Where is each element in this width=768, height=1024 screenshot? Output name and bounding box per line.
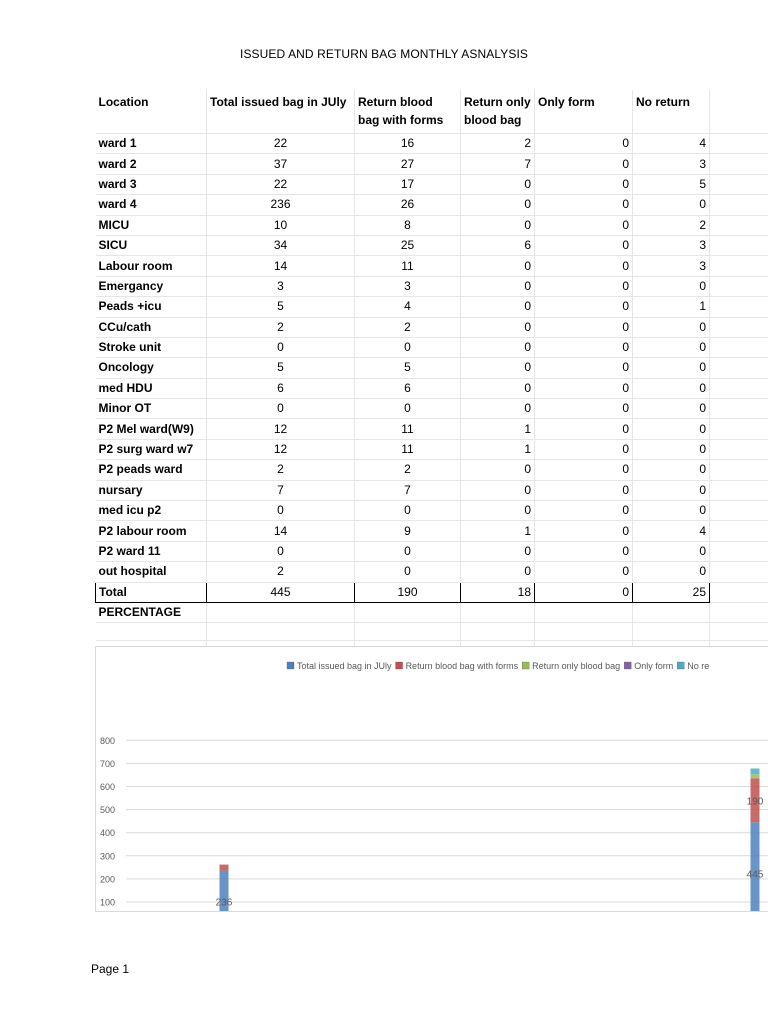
cell-only-form[interactable]: 0: [535, 276, 633, 296]
total-only-bag[interactable]: 18: [461, 582, 535, 602]
cell-location[interactable]: Stroke unit: [96, 337, 207, 357]
cell-issued[interactable]: 7: [207, 480, 355, 500]
cell-location[interactable]: out hospital: [96, 562, 207, 582]
cell-only-form[interactable]: 0: [535, 256, 633, 276]
bar-segment: [751, 768, 760, 774]
cell-location[interactable]: MICU: [96, 215, 207, 235]
cell-with-forms[interactable]: 5: [355, 358, 461, 378]
cell-location[interactable]: Peads +icu: [96, 297, 207, 317]
empty-cell[interactable]: [207, 602, 355, 622]
cell-with-forms[interactable]: 16: [355, 134, 461, 154]
cell-location[interactable]: nursary: [96, 480, 207, 500]
empty-cell[interactable]: [461, 602, 535, 622]
cell-location[interactable]: ward 3: [96, 174, 207, 194]
y-tick-label: 600: [100, 782, 116, 792]
table-row: [96, 337, 768, 357]
header-row: [96, 90, 768, 134]
cell-issued[interactable]: 10: [207, 215, 355, 235]
table-row: [96, 419, 768, 439]
cell-no-return[interactable]: 0: [633, 480, 710, 500]
cell-location[interactable]: ward 2: [96, 154, 207, 174]
table-row: [96, 154, 768, 174]
cell-only-form[interactable]: 0: [535, 521, 633, 541]
legend-swatch: [396, 662, 403, 669]
empty-cell[interactable]: [633, 623, 710, 641]
cell-issued[interactable]: 2: [207, 460, 355, 480]
cell-only-bag[interactable]: 0: [461, 276, 535, 296]
blank-row: [96, 623, 768, 641]
cell-with-forms[interactable]: 0: [355, 501, 461, 521]
cell-issued[interactable]: 2: [207, 562, 355, 582]
empty-cell[interactable]: [355, 623, 461, 641]
cell-location[interactable]: P2 surg ward w7: [96, 439, 207, 459]
header-only-bag[interactable]: Return only blood bag: [461, 90, 535, 134]
table-row: [96, 480, 768, 500]
cell-no-return[interactable]: 0: [633, 439, 710, 459]
cell-no-return[interactable]: 3: [633, 256, 710, 276]
header-only-form[interactable]: Only form: [535, 90, 633, 134]
cell-with-forms[interactable]: 11: [355, 419, 461, 439]
table-row: [96, 276, 768, 296]
cell-only-bag[interactable]: 0: [461, 174, 535, 194]
cell-location[interactable]: Labour room: [96, 256, 207, 276]
cell-with-forms[interactable]: 0: [355, 562, 461, 582]
table-row: [96, 297, 768, 317]
empty-cell[interactable]: [710, 337, 768, 357]
total-issued[interactable]: 445: [207, 582, 355, 602]
cell-no-return[interactable]: 5: [633, 174, 710, 194]
legend-label: No re: [687, 661, 710, 671]
empty-cell[interactable]: [710, 317, 768, 337]
empty-cell[interactable]: [535, 623, 633, 641]
cell-only-form[interactable]: 0: [535, 562, 633, 582]
cell-issued[interactable]: 12: [207, 439, 355, 459]
cell-only-form[interactable]: 0: [535, 235, 633, 255]
cell-only-form[interactable]: 0: [535, 399, 633, 419]
cell-only-bag[interactable]: 6: [461, 235, 535, 255]
cell-no-return[interactable]: 0: [633, 276, 710, 296]
cell-only-form[interactable]: 0: [535, 541, 633, 561]
cell-with-forms[interactable]: 11: [355, 256, 461, 276]
cell-only-bag[interactable]: 0: [461, 501, 535, 521]
cell-with-forms[interactable]: 11: [355, 439, 461, 459]
cell-only-bag[interactable]: 0: [461, 460, 535, 480]
cell-issued[interactable]: 0: [207, 337, 355, 357]
empty-cell[interactable]: [710, 602, 768, 622]
cell-location[interactable]: SICU: [96, 235, 207, 255]
cell-location[interactable]: Minor OT: [96, 399, 207, 419]
cell-only-form[interactable]: 0: [535, 134, 633, 154]
cell-only-form[interactable]: 0: [535, 358, 633, 378]
cell-no-return[interactable]: 0: [633, 378, 710, 398]
total-with-forms[interactable]: 190: [355, 582, 461, 602]
table-row: [96, 215, 768, 235]
cell-only-form[interactable]: 0: [535, 174, 633, 194]
cell-only-bag[interactable]: 0: [461, 256, 535, 276]
table-row: [96, 235, 768, 255]
cell-issued[interactable]: 22: [207, 174, 355, 194]
cell-only-bag[interactable]: 0: [461, 337, 535, 357]
cell-issued[interactable]: 5: [207, 358, 355, 378]
cell-location[interactable]: P2 peads ward: [96, 460, 207, 480]
cell-issued[interactable]: 37: [207, 154, 355, 174]
cell-only-form[interactable]: 0: [535, 460, 633, 480]
empty-cell[interactable]: [710, 297, 768, 317]
cell-only-form[interactable]: 0: [535, 378, 633, 398]
cell-no-return[interactable]: 0: [633, 562, 710, 582]
cell-issued[interactable]: 3: [207, 276, 355, 296]
empty-cell[interactable]: [710, 521, 768, 541]
legend-swatch: [677, 662, 684, 669]
y-tick-label: 700: [100, 758, 116, 769]
header-with-forms[interactable]: Return blood bag with forms: [355, 90, 461, 134]
cell-only-bag[interactable]: 0: [461, 541, 535, 561]
y-tick-label: 200: [100, 874, 116, 885]
cell-only-form[interactable]: 0: [535, 480, 633, 500]
table-row: [96, 460, 768, 480]
cell-no-return[interactable]: 0: [633, 541, 710, 561]
legend-label: Total issued bag in JUly: [297, 661, 392, 671]
table-row: [96, 378, 768, 398]
empty-cell[interactable]: [633, 602, 710, 622]
empty-cell[interactable]: [710, 154, 768, 174]
cell-with-forms[interactable]: 9: [355, 521, 461, 541]
cell-with-forms[interactable]: 3: [355, 276, 461, 296]
empty-cell[interactable]: [710, 174, 768, 194]
empty-cell[interactable]: [96, 623, 207, 641]
cell-issued[interactable]: 34: [207, 235, 355, 255]
y-tick-label: 400: [100, 828, 116, 839]
table-row: [96, 541, 768, 561]
cell-only-bag[interactable]: 0: [461, 399, 535, 419]
total-row: [96, 582, 768, 602]
page-number: Page 1: [91, 962, 130, 976]
empty-cell[interactable]: [355, 602, 461, 622]
cell-issued[interactable]: 14: [207, 521, 355, 541]
cell-location[interactable]: med icu p2: [96, 501, 207, 521]
cell-issued[interactable]: 12: [207, 419, 355, 439]
cell-only-form[interactable]: 0: [535, 154, 633, 174]
empty-cell[interactable]: [710, 90, 768, 134]
data-label: 236: [215, 897, 233, 909]
legend-swatch: [287, 662, 294, 669]
legend-swatch: [624, 662, 631, 669]
cell-with-forms[interactable]: 27: [355, 154, 461, 174]
cell-issued[interactable]: 236: [207, 195, 355, 215]
cell-issued[interactable]: 5: [207, 297, 355, 317]
table-row: [96, 439, 768, 459]
cell-only-form[interactable]: 0: [535, 419, 633, 439]
table-row: [96, 562, 768, 582]
header-no-return[interactable]: No return: [633, 90, 710, 134]
cell-only-bag[interactable]: 0: [461, 480, 535, 500]
y-tick-label: 300: [100, 851, 116, 862]
empty-cell[interactable]: [710, 276, 768, 296]
legend-label: Return blood bag with forms: [405, 661, 519, 671]
cell-no-return[interactable]: 4: [633, 521, 710, 541]
cell-with-forms[interactable]: 2: [355, 460, 461, 480]
cell-location[interactable]: P2 ward 11: [96, 541, 207, 561]
cell-only-form[interactable]: 0: [535, 439, 633, 459]
empty-cell[interactable]: [710, 256, 768, 276]
legend-label: Only form: [634, 661, 674, 671]
cell-issued[interactable]: 6: [207, 378, 355, 398]
cell-with-forms[interactable]: 8: [355, 215, 461, 235]
cell-issued[interactable]: 14: [207, 256, 355, 276]
cell-with-forms[interactable]: 7: [355, 480, 461, 500]
empty-cell[interactable]: [710, 439, 768, 459]
empty-cell[interactable]: [710, 378, 768, 398]
cell-location[interactable]: med HDU: [96, 378, 207, 398]
cell-with-forms[interactable]: 0: [355, 541, 461, 561]
cell-only-bag[interactable]: 1: [461, 521, 535, 541]
empty-cell[interactable]: [710, 235, 768, 255]
total-only-form[interactable]: 0: [535, 582, 633, 602]
legend-swatch: [522, 662, 529, 669]
y-tick-label: 100: [100, 897, 116, 908]
table-row: [96, 174, 768, 194]
cell-with-forms[interactable]: 25: [355, 235, 461, 255]
data-label: 445: [746, 869, 764, 881]
table-row: [96, 317, 768, 337]
cell-location[interactable]: Emergancy: [96, 276, 207, 296]
total-location[interactable]: Total: [96, 582, 207, 602]
header-issued[interactable]: Total issued bag in JUly: [207, 90, 355, 134]
stacked-bar-chart[interactable]: [95, 646, 768, 912]
data-label: 190: [746, 796, 764, 808]
empty-cell[interactable]: [710, 134, 768, 154]
cell-no-return[interactable]: 0: [633, 358, 710, 378]
cell-no-return[interactable]: 1: [633, 297, 710, 317]
bar-segment: [751, 822, 760, 911]
cell-only-bag[interactable]: 7: [461, 154, 535, 174]
cell-only-bag[interactable]: 0: [461, 378, 535, 398]
cell-no-return[interactable]: 0: [633, 419, 710, 439]
table-body: [96, 90, 768, 659]
chart-canvas: [96, 647, 768, 911]
cell-only-form[interactable]: 0: [535, 501, 633, 521]
cell-only-bag[interactable]: 0: [461, 358, 535, 378]
cell-with-forms[interactable]: 6: [355, 378, 461, 398]
table-row: [96, 256, 768, 276]
cell-location[interactable]: P2 Mel ward(W9): [96, 419, 207, 439]
bar-segment: [220, 865, 229, 871]
cell-only-form[interactable]: 0: [535, 317, 633, 337]
empty-cell[interactable]: [710, 358, 768, 378]
empty-cell[interactable]: [461, 623, 535, 641]
cell-location[interactable]: CCu/cath: [96, 317, 207, 337]
cell-with-forms[interactable]: 2: [355, 317, 461, 337]
cell-with-forms[interactable]: 26: [355, 195, 461, 215]
cell-no-return[interactable]: 0: [633, 195, 710, 215]
cell-only-form[interactable]: 0: [535, 195, 633, 215]
spreadsheet: [95, 90, 768, 659]
cell-only-form[interactable]: 0: [535, 337, 633, 357]
empty-cell[interactable]: [710, 480, 768, 500]
header-location[interactable]: Location: [96, 90, 207, 134]
y-tick-label: 500: [100, 805, 116, 816]
cell-only-bag[interactable]: 0: [461, 215, 535, 235]
page-title: ISSUED AND RETURN BAG MONTHLY ASNALYSIS: [240, 47, 528, 61]
empty-cell[interactable]: [710, 541, 768, 561]
cell-location[interactable]: Oncology: [96, 358, 207, 378]
empty-cell[interactable]: [710, 419, 768, 439]
empty-cell[interactable]: [535, 602, 633, 622]
cell-location[interactable]: P2 labour room: [96, 521, 207, 541]
cell-issued[interactable]: 0: [207, 541, 355, 561]
cell-with-forms[interactable]: 0: [355, 337, 461, 357]
cell-only-form[interactable]: 0: [535, 215, 633, 235]
table-row: [96, 358, 768, 378]
percentage-label[interactable]: PERCENTAGE: [96, 602, 207, 622]
cell-issued[interactable]: 0: [207, 501, 355, 521]
cell-only-bag[interactable]: 1: [461, 439, 535, 459]
empty-cell[interactable]: [710, 562, 768, 582]
empty-cell[interactable]: [710, 501, 768, 521]
cell-only-bag[interactable]: 2: [461, 134, 535, 154]
cell-no-return[interactable]: 0: [633, 501, 710, 521]
cell-only-bag[interactable]: 1: [461, 419, 535, 439]
table-row: [96, 195, 768, 215]
legend-label: Return only blood bag: [532, 661, 621, 671]
cell-location[interactable]: ward 1: [96, 134, 207, 154]
cell-issued[interactable]: 0: [207, 399, 355, 419]
cell-no-return[interactable]: 2: [633, 215, 710, 235]
cell-only-bag[interactable]: 0: [461, 317, 535, 337]
cell-no-return[interactable]: 4: [633, 134, 710, 154]
empty-cell[interactable]: [710, 195, 768, 215]
total-no-return[interactable]: 25: [633, 582, 710, 602]
table-row: [96, 399, 768, 419]
cell-location[interactable]: ward 4: [96, 195, 207, 215]
cell-only-bag[interactable]: 0: [461, 562, 535, 582]
empty-cell[interactable]: [710, 623, 768, 641]
cell-only-bag[interactable]: 0: [461, 195, 535, 215]
cell-with-forms[interactable]: 0: [355, 399, 461, 419]
empty-cell[interactable]: [710, 399, 768, 419]
table-row: [96, 501, 768, 521]
bar-segment: [751, 774, 760, 778]
cell-no-return[interactable]: 0: [633, 317, 710, 337]
cell-with-forms[interactable]: 4: [355, 297, 461, 317]
empty-cell[interactable]: [710, 582, 768, 602]
empty-cell[interactable]: [710, 215, 768, 235]
cell-no-return[interactable]: 3: [633, 154, 710, 174]
data-table: [95, 90, 768, 659]
cell-no-return[interactable]: 0: [633, 337, 710, 357]
empty-cell[interactable]: [710, 460, 768, 480]
table-row: [96, 521, 768, 541]
cell-with-forms[interactable]: 17: [355, 174, 461, 194]
y-tick-label: 800: [100, 735, 116, 746]
cell-issued[interactable]: 2: [207, 317, 355, 337]
table-row: [96, 134, 768, 154]
empty-cell[interactable]: [207, 623, 355, 641]
cell-no-return[interactable]: 0: [633, 399, 710, 419]
cell-issued[interactable]: 22: [207, 134, 355, 154]
cell-no-return[interactable]: 0: [633, 460, 710, 480]
percentage-row: [96, 602, 768, 622]
cell-only-bag[interactable]: 0: [461, 297, 535, 317]
cell-only-form[interactable]: 0: [535, 297, 633, 317]
cell-no-return[interactable]: 3: [633, 235, 710, 255]
